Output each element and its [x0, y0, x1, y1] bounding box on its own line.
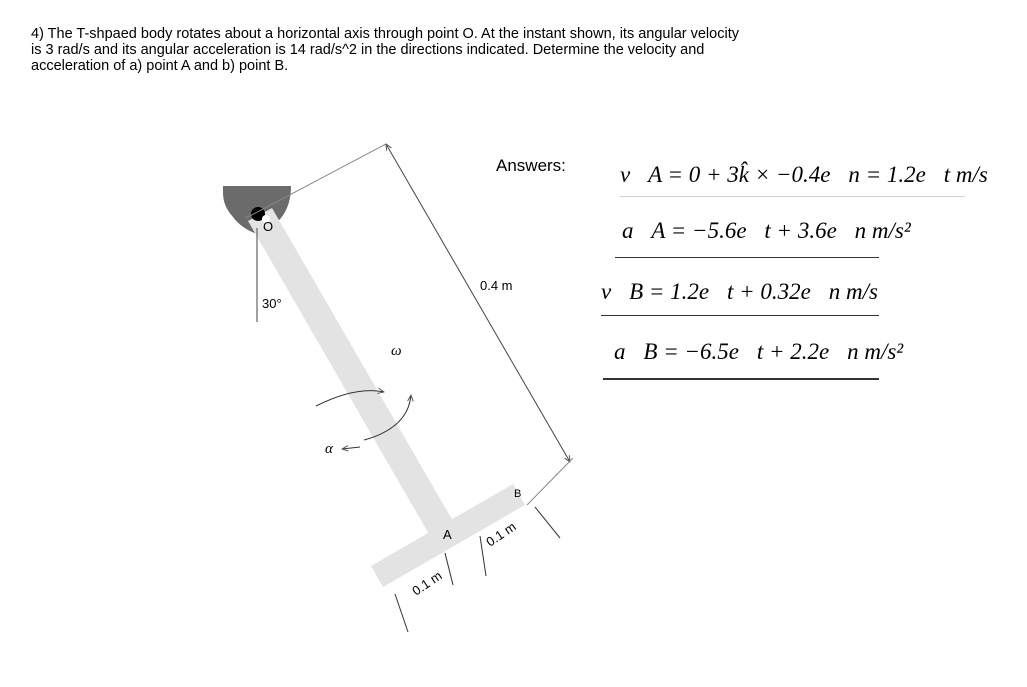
tick-bar-2	[445, 553, 453, 585]
extension-line-b	[527, 458, 573, 505]
omega-label: ω	[391, 343, 402, 359]
label-angle-30: 30°	[262, 296, 282, 311]
dimension-line-0-4m	[386, 144, 570, 462]
answer-velocity-b: v⃗B = 1.2e⃗t + 0.32e⃗n m/s	[601, 279, 878, 304]
problem-line-1: 4) The T-shpaed body rotates about a horizontal axis through point O. At the instant shown, its angular velocity	[31, 26, 739, 42]
tick-b-2	[480, 536, 486, 576]
problem-line-3: acceleration of a) point A and b) point B.	[31, 58, 289, 74]
underline-acceleration-a	[615, 257, 879, 258]
dimension-label-b-0-1m: 0.1 m	[483, 518, 519, 550]
underline-velocity-a	[620, 196, 965, 197]
label-point-a: A	[443, 527, 452, 542]
underline-velocity-b	[601, 315, 879, 316]
tick-b-1	[535, 507, 560, 538]
answer-acceleration-a: a⃗A = −5.6e⃗t + 3.6e⃗n m/s²	[622, 218, 911, 243]
label-point-b: B	[514, 488, 522, 500]
alpha-label: α	[325, 441, 333, 457]
label-point-o: O	[263, 219, 274, 234]
dimension-label-bar-0-1m: 0.1 m	[409, 567, 445, 599]
dimension-label-0-4m: 0.4 m	[480, 278, 513, 293]
answer-velocity-a: v⃗A = 0 + 3k̂ × −0.4e⃗n = 1.2e⃗t m/s	[620, 162, 988, 187]
answer-acceleration-b: a⃗B = −6.5e⃗t + 2.2e⃗n m/s²	[614, 339, 904, 364]
underline-acceleration-b	[603, 378, 879, 380]
t-body-stem	[248, 208, 461, 548]
tick-bar-1	[395, 594, 408, 632]
dimension-line-0-4m	[246, 144, 386, 218]
alpha-arrow	[342, 447, 360, 449]
problem-line-2: is 3 rad/s and its angular acceleration is 14 rad/s^2 in the directions indicated. Determine the velocity and	[31, 42, 705, 58]
answers-label: Answers:	[496, 156, 566, 175]
